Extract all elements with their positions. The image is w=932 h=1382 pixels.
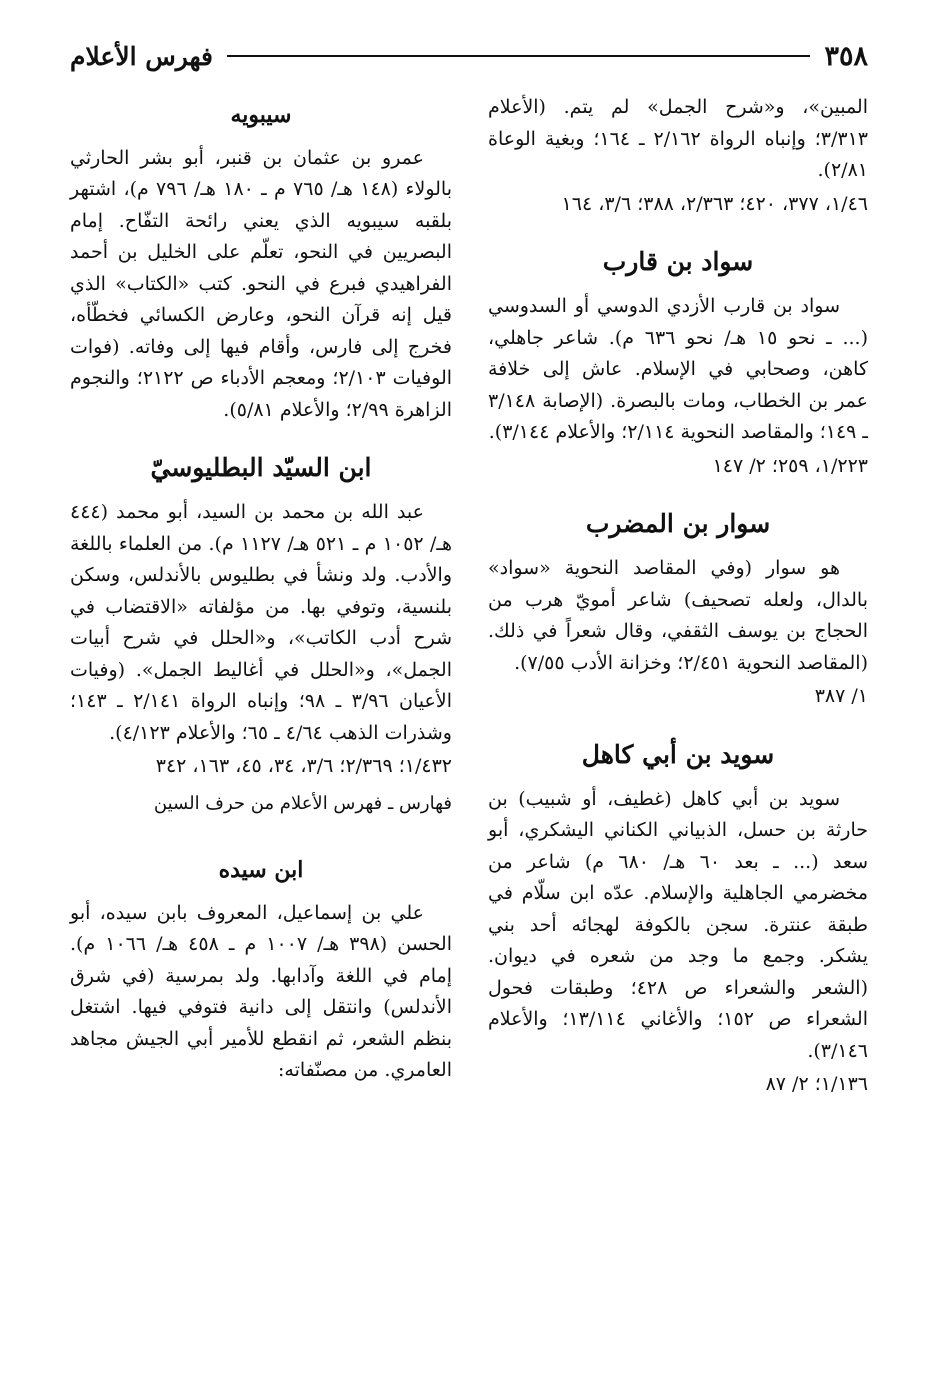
entry-title: ابن السيّد البطليوسيّ — [150, 453, 372, 483]
entry-pages: ١/٢٢٣، ٢٥٩؛ ٢/ ١٤٧ — [712, 454, 868, 477]
entry-title: ابن سيده — [218, 856, 304, 883]
entry-title: سواد بن قارب — [602, 247, 754, 276]
entry-text: سويد بن أبي كاهل (غطيف، أو شبيب) بن حارثة بن حسل، الذبياني الكناني اليشكري، أبو سعد (... ـ بعد ٦٠ هـ/ ٦٨٠ م) شاعر من مخضرمي الجاهلية والإسلام. عدّه ابن سلّام في طبقة عنترة. سجن بالكوفة لهجائه أحد بني يشكر. وجمع ما وجد من شعره في ديوان. (الشعر والشعراء ص ٤٢٨؛ وطبقات فحول الشعراء ص ١٥٢؛ والأغاني ١٣/١١٤؛ والأعلام ٣/١٤٦). — [488, 787, 869, 1062]
entry-text: هو سوار (وفي المقاصد النحوية «سواد» بالدال، ولعله تصحيف) شاعر أمويّ هرب من الحجاج بن يوسف الثقفي، وقال شعراً في ذلك. (المقاصد النحوية ٢/٤٥١؛ وخزانة الأدب ٧/٥٥). — [488, 557, 868, 674]
entry-title: سويد بن أبي كاهل — [581, 739, 775, 769]
continuation-text: المبين»، و«شرح الجمل» لم يتم. (الأعلام ٣/٣١٣؛ وإنباه الرواة ٢/١٦٢ ـ ١٦٤؛ وبغية الوعاة ٢/٨١). — [488, 96, 868, 181]
entry-title: سيبويه — [230, 102, 292, 128]
entry-pages: ١/١٣٦؛ ٢/ ٨٧ — [765, 1073, 868, 1095]
left-column — [70, 92, 452, 1087]
cross-reference-note: فهارس ـ فهرس الأعلام من حرف السين — [153, 792, 452, 814]
entry-text: علي بن إسماعيل، المعروف بابن سيده، أبو الحسن (٣٩٨ هـ/ ١٠٠٧ م ـ ٤٥٨ هـ/ ١٠٦٦ م). إمام في اللغة وآدابها. ولد بمرسية (في شرق الأندلس) وانتقل إلى دانية فتوفي فيها. اشتغل بنظم الشعر، ثم انقطع للأمير أبي الجيش مجاهد العامري. من مصنّفاته: — [70, 901, 452, 1082]
header-rule — [227, 55, 810, 57]
entry-text: سواد بن قارب الأزدي الدوسي أو السدوسي (... ـ نحو ١٥ هـ/ نحو ٦٣٦ م). شاعر جاهلي، كاهن، وصحابي في الإسلام. عاش إلى خلافة عمر بن الخطاب، ومات بالبصرة. (الإصابة ٣/١٤٨ ـ ١٤٩؛ والمقاصد النحوية ٢/١١٤؛ والأعلام ٣/١٤٤). — [488, 295, 868, 443]
entry-pages: ١/٤٣٢؛ ٢/٣٦٩؛ ٣/٦، ٣٤، ٤٥، ١٦٣، ٣٤٢ — [155, 755, 452, 778]
continuation-pages: ١/٤٦، ٣٧٧، ٤٢٠؛ ٢/٣٦٣، ٣٨٨؛ ٣/٦، ١٦٤ — [561, 192, 868, 215]
running-title: فهرس الأعلام — [70, 41, 214, 71]
page-header — [70, 36, 868, 76]
entry-text: عبد الله بن محمد بن السيد، أبو محمد (٤٤٤ هـ/ ١٠٥٢ م ـ ٥٢١ هـ/ ١١٢٧ م). من العلماء باللغة والأدب. ولد ونشأ في بطليوس بالأندلس، وسكن بلنسية، وتوفي بها. من مؤلفاته «الاقتضاب في شرح أدب الكاتب»، و«الحلل في شرح أبيات الجمل»، و«الحلل في أغاليط الجمل». (وفيات الأعيان ٣/٩٦ ـ ٩٨؛ وإنباه الرواة ٢/١٤١ ـ ١٤٣؛ وشذرات الذهب ٤/٦٤ ـ ٦٥؛ والأعلام ٤/١٢٣). — [70, 501, 452, 744]
entry-pages: ١/ ٣٨٧ — [814, 685, 868, 707]
entry-title: سوار بن المضرب — [585, 509, 771, 538]
right-column — [488, 92, 868, 1101]
page-number: ٣٥٨ — [824, 40, 868, 72]
entry-text: عمرو بن عثمان بن قنبر، أبو بشر الحارثي بالولاء (١٤٨ هـ/ ٧٦٥ م ـ ١٨٠ هـ/ ٧٩٦ م)، اشتهر بلقبه سيبويه الذي يعني رائحة التفّاح. إمام البصريين في النحو، تعلّم على الخليل بن أحمد الفراهيدي فبرع في النحو. كتب «الكتاب» الذي قيل إنه قرآن النحو، وعارض الكسائي فخطّأه، فخرج إلى فارس، وأقام فيها إلى وفاته. (فوات الوفيات ٢/١٠٣؛ ومعجم الأدباء ص ٢١٢٢؛ والنجوم الزاهرة ٢/٩٩؛ والأعلام ٥/٨١). — [70, 146, 453, 421]
